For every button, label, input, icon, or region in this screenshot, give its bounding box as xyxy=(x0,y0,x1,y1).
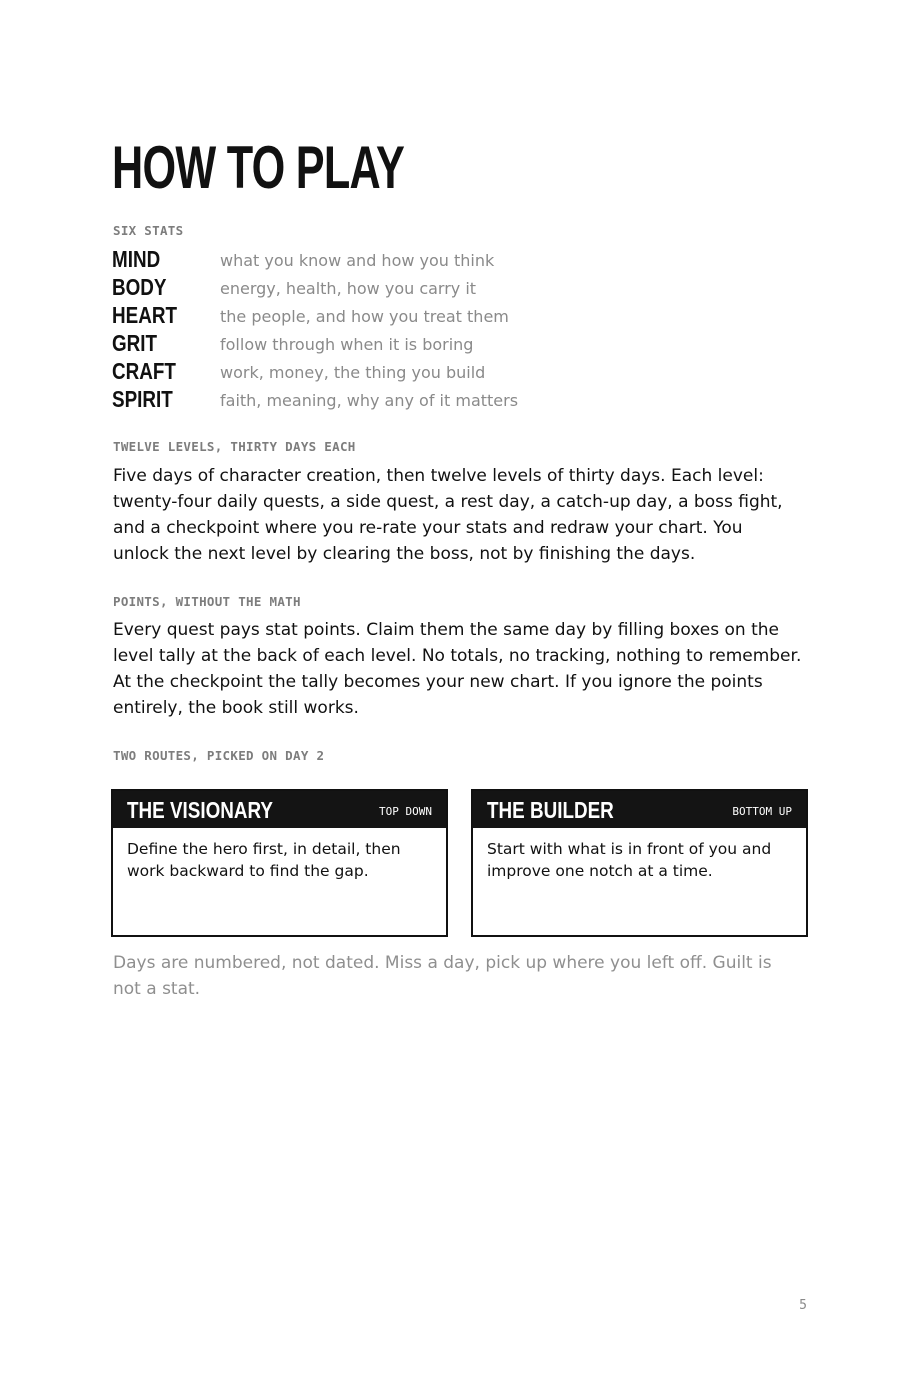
stat-description: work, money, the thing you build xyxy=(220,363,486,382)
route-tag: BOTTOM UP xyxy=(732,805,792,818)
stat-name: HEART xyxy=(112,302,177,328)
stat-row-craft xyxy=(112,357,672,385)
route-card-builder xyxy=(471,789,808,937)
stat-description: energy, health, how you carry it xyxy=(220,279,477,298)
stat-row-mind xyxy=(112,245,672,273)
route-card-header xyxy=(473,791,806,828)
stat-row-spirit xyxy=(112,385,672,413)
stat-name: MIND xyxy=(112,246,161,272)
page-number: 5 xyxy=(799,1298,807,1313)
section-label-six-stats: SIX STATS xyxy=(113,223,184,238)
route-title: THE BUILDER xyxy=(487,797,614,823)
stat-description: faith, meaning, why any of it matters xyxy=(220,391,519,410)
page-title: HOW TO PLAY xyxy=(112,134,405,201)
stat-row-heart xyxy=(112,301,672,329)
points-paragraph: Every quest pays stat points. Claim them the same day by filling boxes on the level tally at the back of each level. No totals, no tracking, nothing to remember. At the checkpoint the tally becomes your new chart. If you ignore the points entirely, the book still works. xyxy=(113,620,802,718)
route-tag: TOP DOWN xyxy=(379,805,432,818)
stat-name: GRIT xyxy=(112,330,158,356)
section-label-points: POINTS, WITHOUT THE MATH xyxy=(113,594,301,609)
route-description: Start with what is in front of you and improve one notch at a time. xyxy=(487,840,772,880)
stat-description: the people, and how you treat them xyxy=(220,307,509,326)
stats-list xyxy=(112,245,672,413)
stat-row-grit xyxy=(112,329,672,357)
stat-name: SPIRIT xyxy=(112,386,173,412)
route-card-header xyxy=(113,791,446,828)
stat-name: CRAFT xyxy=(112,358,176,384)
stat-row-body xyxy=(112,273,672,301)
stat-description: what you know and how you think xyxy=(220,251,495,270)
stat-name: BODY xyxy=(112,274,167,300)
footnote: Days are numbered, not dated. Miss a day, pick up where you left off. Guilt is not a stat. xyxy=(113,953,772,999)
route-card-visionary xyxy=(111,789,448,937)
levels-paragraph: Five days of character creation, then twelve levels of thirty days. Each level: twenty-four daily quests, a side quest, a rest day, a catch-up day, a boss fight, and a checkpoint where you re-rate your stats and redraw your chart. You unlock the next level by clearing the boss, not by finishing the days. xyxy=(113,466,783,564)
section-label-routes: TWO ROUTES, PICKED ON DAY 2 xyxy=(113,748,325,763)
stat-description: follow through when it is boring xyxy=(220,335,474,354)
route-title: THE VISIONARY xyxy=(127,797,274,823)
route-description: Define the hero first, in detail, then work backward to find the gap. xyxy=(127,840,401,880)
section-label-levels: TWELVE LEVELS, THIRTY DAYS EACH xyxy=(113,439,356,454)
